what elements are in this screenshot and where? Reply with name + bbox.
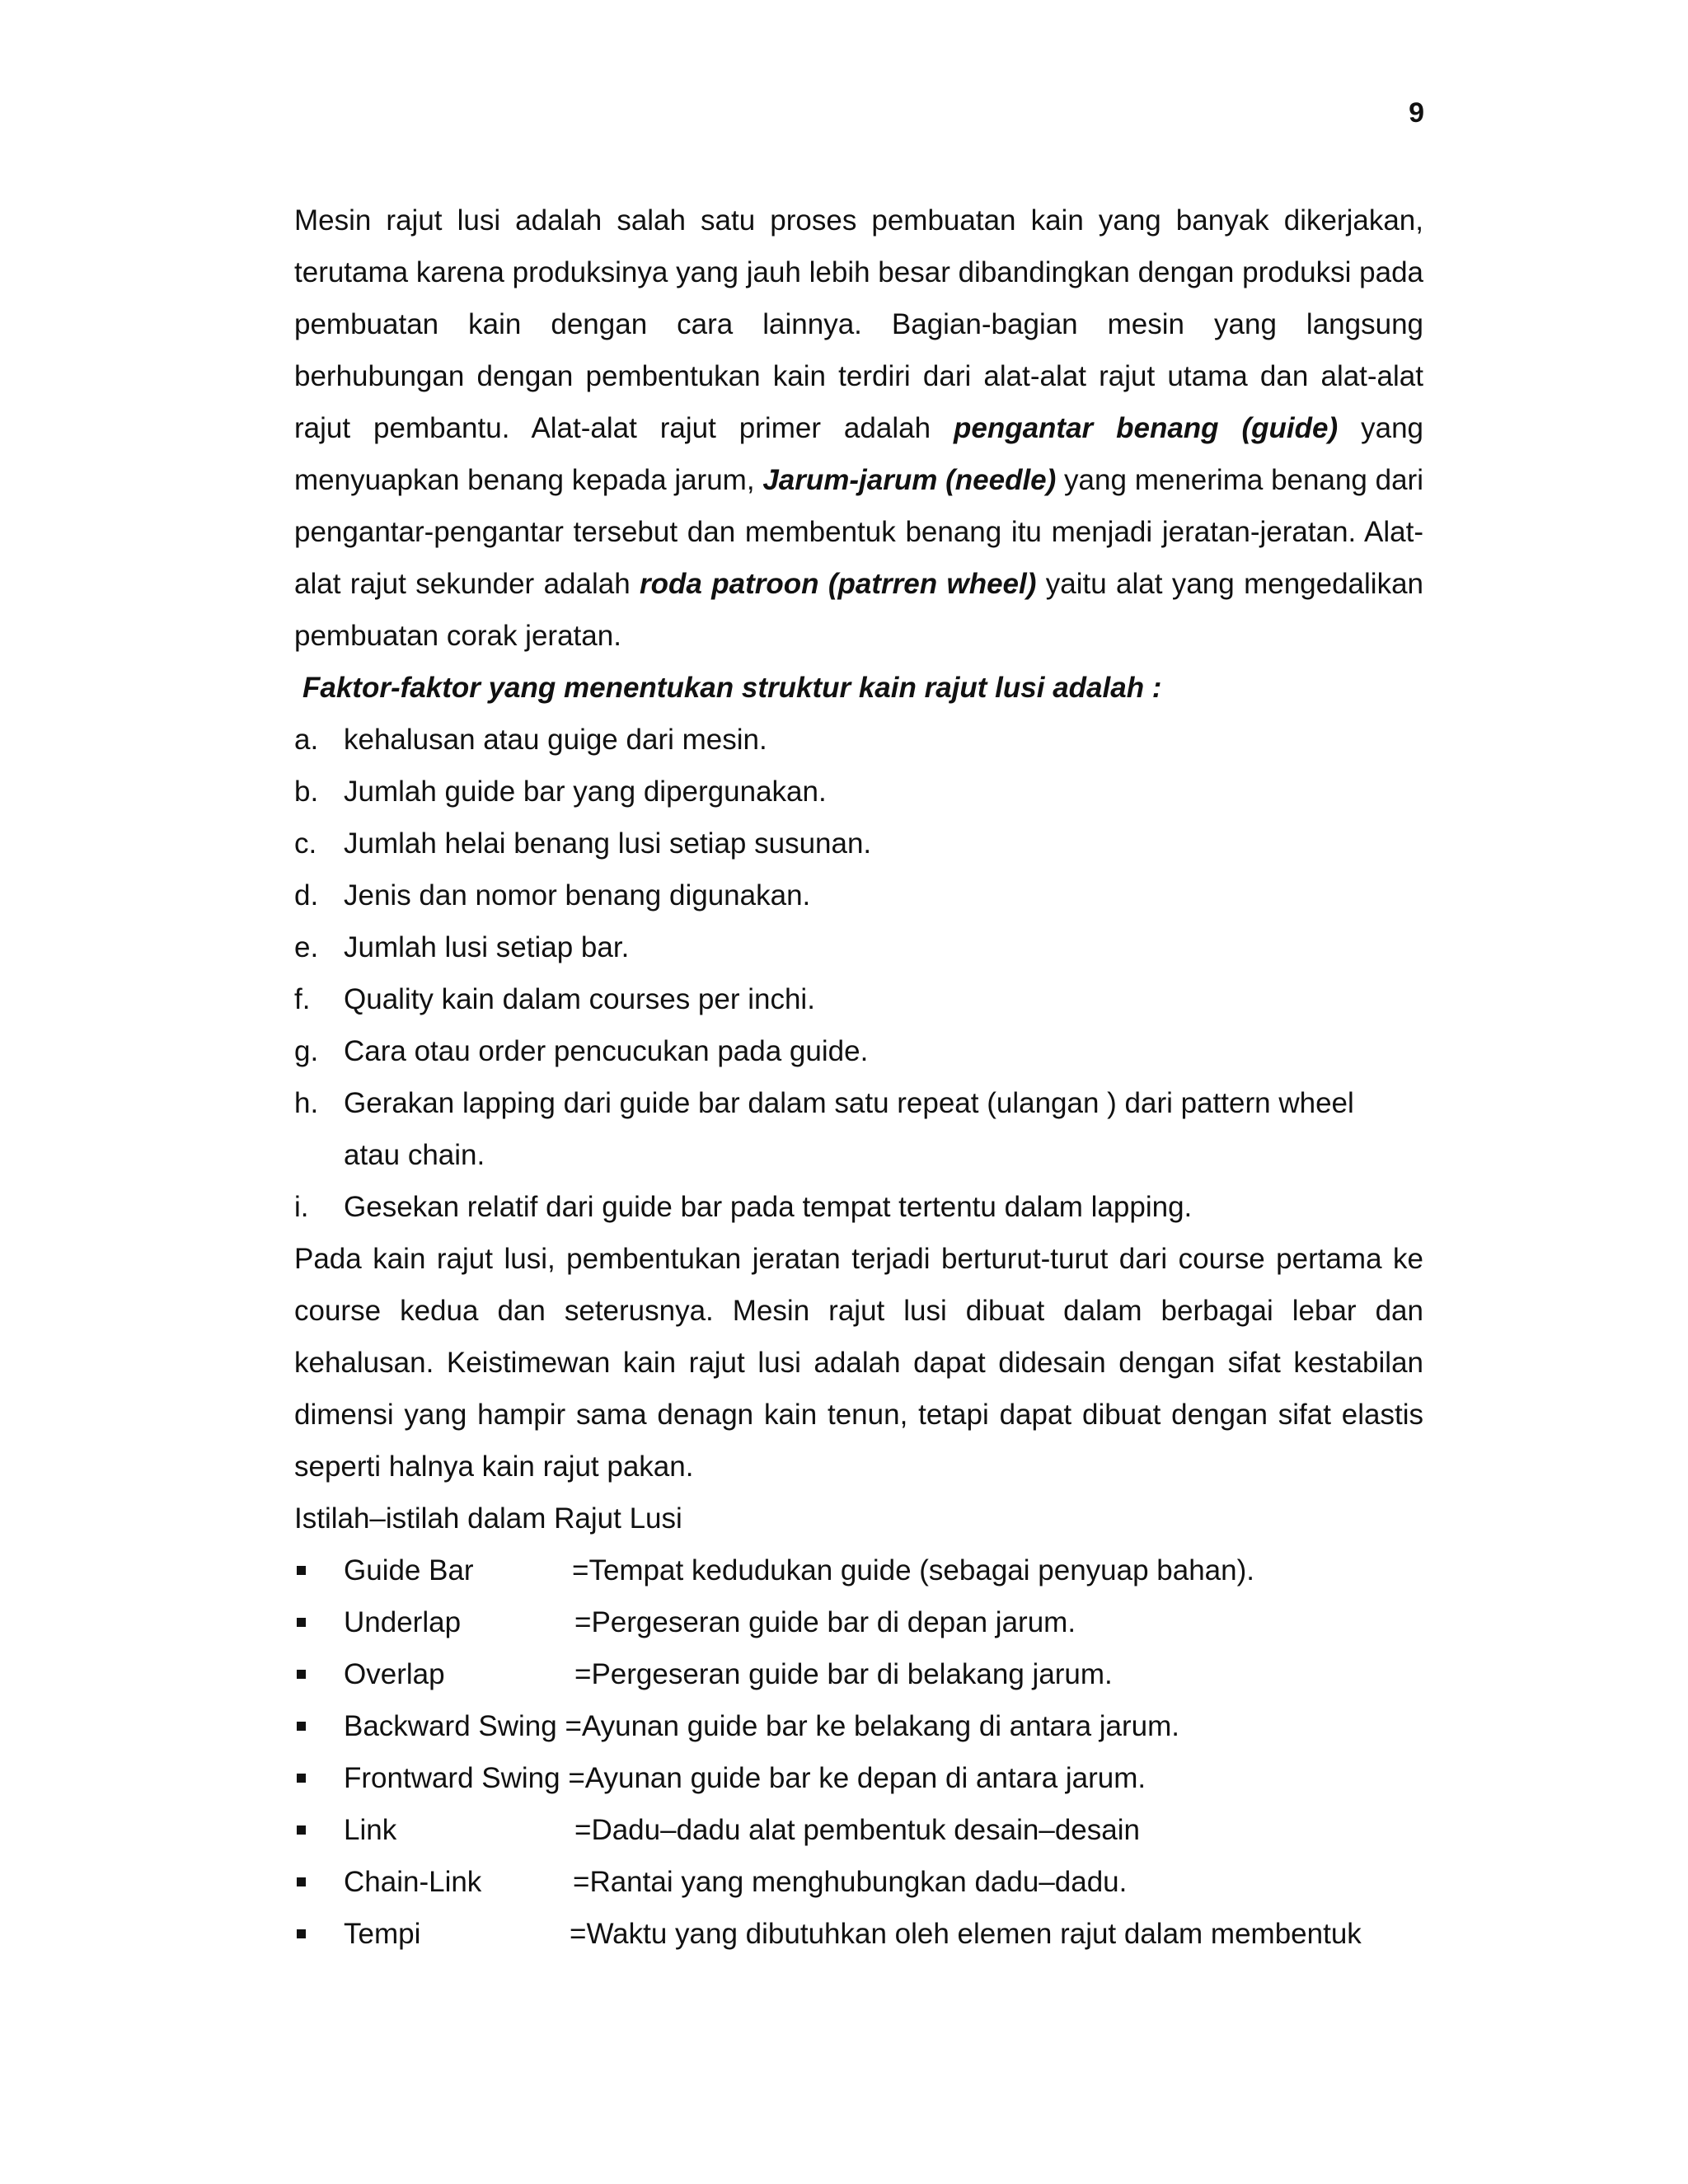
list-item-text: Quality kain dalam courses per inchi.	[344, 983, 815, 1015]
term-definition: =Ayunan guide bar ke depan di antara jarum.	[568, 1762, 1146, 1794]
list-item-line-continued: atau chain.	[344, 1139, 485, 1171]
list-item-text	[344, 1077, 1423, 1181]
square-bullet-icon	[294, 1752, 344, 1804]
intro-text-4: yaitu alat yang mengedalikan pembuatan corak jeratan.	[294, 568, 1424, 652]
term-item	[294, 1908, 1423, 1960]
list-item	[294, 921, 1423, 973]
list-item	[294, 1077, 1423, 1181]
intro-text-1: Mesin rajut lusi adalah salah satu proses pembuatan kain yang banyak dikerjakan, terutama karena produksinya yang jauh lebih besar dibandingkan dengan produksi pada pembuatan kain dengan cara lainnya. Bagian-bagian mesin yang langsung berhubungan dengan pembentukan kain terdiri dari alat-alat rajut utama dan alat-alat rajut pembantu. Alat-alat rajut primer adalah	[294, 204, 1423, 444]
term-item	[294, 1700, 1423, 1752]
term-item	[294, 1544, 1423, 1596]
page-number: 9	[1409, 97, 1424, 129]
list-marker: a.	[294, 724, 319, 756]
term-item	[294, 1648, 1423, 1700]
term-definition: =Tempat kedudukan guide (sebagai penyuap bahan).	[572, 1554, 1254, 1586]
warp-knit-paragraph: Pada kain rajut lusi, pembentukan jeratan terjadi berturut-turut dari course pertama ke course kedua dan seterusnya. Mesin rajut lusi dibuat dalam berbagai lebar dan kehalusan. Keistimewan kain rajut lusi adalah dapat didesain dengan sifat kestabilan dimensi yang hampir sama denagn kain tenun, tetapi dapat dibuat dengan sifat elastis seperti halnya kain rajut pakan.	[294, 1243, 1423, 1483]
list-item-text: kehalusan atau guige dari mesin.	[344, 724, 767, 756]
square-bullet-icon	[294, 1700, 344, 1752]
term-item	[294, 1596, 1423, 1648]
term-needle-emphasis: Jarum-jarum (needle)	[762, 464, 1057, 496]
terms-heading: Istilah–istilah dalam Rajut Lusi	[294, 1502, 682, 1535]
term-pattern-wheel-emphasis: roda patroon (patrren wheel)	[640, 568, 1037, 600]
term-definition: =Pergeseran guide bar di depan jarum.	[574, 1606, 1076, 1638]
list-item-text: Jumlah guide bar yang dipergunakan.	[344, 776, 827, 808]
term-name: Chain-Link	[344, 1866, 482, 1898]
list-item-text: Jumlah lusi setiap bar.	[344, 931, 630, 963]
list-marker: g.	[294, 1035, 319, 1067]
list-item	[294, 818, 1423, 869]
term-guide-emphasis: pengantar benang (guide)	[953, 412, 1339, 444]
square-bullet-icon	[294, 1804, 344, 1856]
term-name: Frontward Swing	[344, 1762, 569, 1794]
term-definition: =Rantai yang menghubungkan dadu–dadu.	[573, 1866, 1128, 1898]
term-definition: =Pergeseran guide bar di belakang jarum.	[574, 1658, 1113, 1690]
square-bullet-icon	[294, 1544, 344, 1596]
term-definition: =Dadu–dadu alat pembentuk desain–desain	[574, 1814, 1140, 1846]
list-marker: b.	[294, 776, 319, 808]
square-bullet-icon	[294, 1596, 344, 1648]
list-item	[294, 1181, 1423, 1233]
list-item	[294, 1025, 1423, 1077]
document-body	[294, 194, 1423, 1960]
terms-list	[294, 1544, 1423, 1960]
list-item-text: Cara otau order pencucukan pada guide.	[344, 1035, 869, 1067]
list-item	[294, 714, 1423, 766]
term-item	[294, 1804, 1423, 1856]
list-item	[294, 869, 1423, 921]
list-marker: c.	[294, 827, 317, 860]
term-name: Overlap	[344, 1658, 445, 1690]
list-marker: h.	[294, 1087, 319, 1119]
square-bullet-icon	[294, 1648, 344, 1700]
list-item	[294, 973, 1423, 1025]
factors-heading: Faktor-faktor yang menentukan struktur kain rajut lusi adalah :	[302, 672, 1162, 704]
list-item-text: Jenis dan nomor benang digunakan.	[344, 879, 811, 912]
factors-list	[294, 714, 1423, 1233]
intro-paragraph	[294, 194, 1423, 662]
list-item-text: Gesekan relatif dari guide bar pada tempat tertentu dalam lapping.	[344, 1191, 1193, 1223]
list-item-line: Gerakan lapping dari guide bar dalam satu repeat (ulangan ) dari pattern wheel	[344, 1087, 1354, 1119]
term-definition: =Waktu yang dibutuhkan oleh elemen rajut dalam membentuk	[570, 1918, 1362, 1950]
term-name: Tempi	[344, 1918, 421, 1950]
list-marker: f.	[294, 983, 311, 1015]
list-marker: d.	[294, 879, 319, 912]
term-name: Backward Swing	[344, 1710, 565, 1742]
intro-text-2: yang menyuapkan benang kepada jarum,	[294, 412, 1423, 496]
intro-text-3: yang menerima benang dari pengantar-pengantar tersebut dan membentuk benang itu menjadi jeratan-jeratan. Alat-alat rajut sekunder adalah	[294, 464, 1423, 600]
list-marker: e.	[294, 931, 319, 963]
term-name: Guide Bar	[344, 1554, 474, 1586]
term-name: Underlap	[344, 1606, 462, 1638]
list-item-text: Jumlah helai benang lusi setiap susunan.	[344, 827, 872, 860]
list-item	[294, 766, 1423, 818]
term-definition: =Ayunan guide bar ke belakang di antara jarum.	[565, 1710, 1180, 1742]
list-marker: i.	[294, 1191, 309, 1223]
term-item	[294, 1752, 1423, 1804]
term-item	[294, 1856, 1423, 1908]
square-bullet-icon	[294, 1908, 344, 1960]
term-name: Link	[344, 1814, 397, 1846]
square-bullet-icon	[294, 1856, 344, 1908]
